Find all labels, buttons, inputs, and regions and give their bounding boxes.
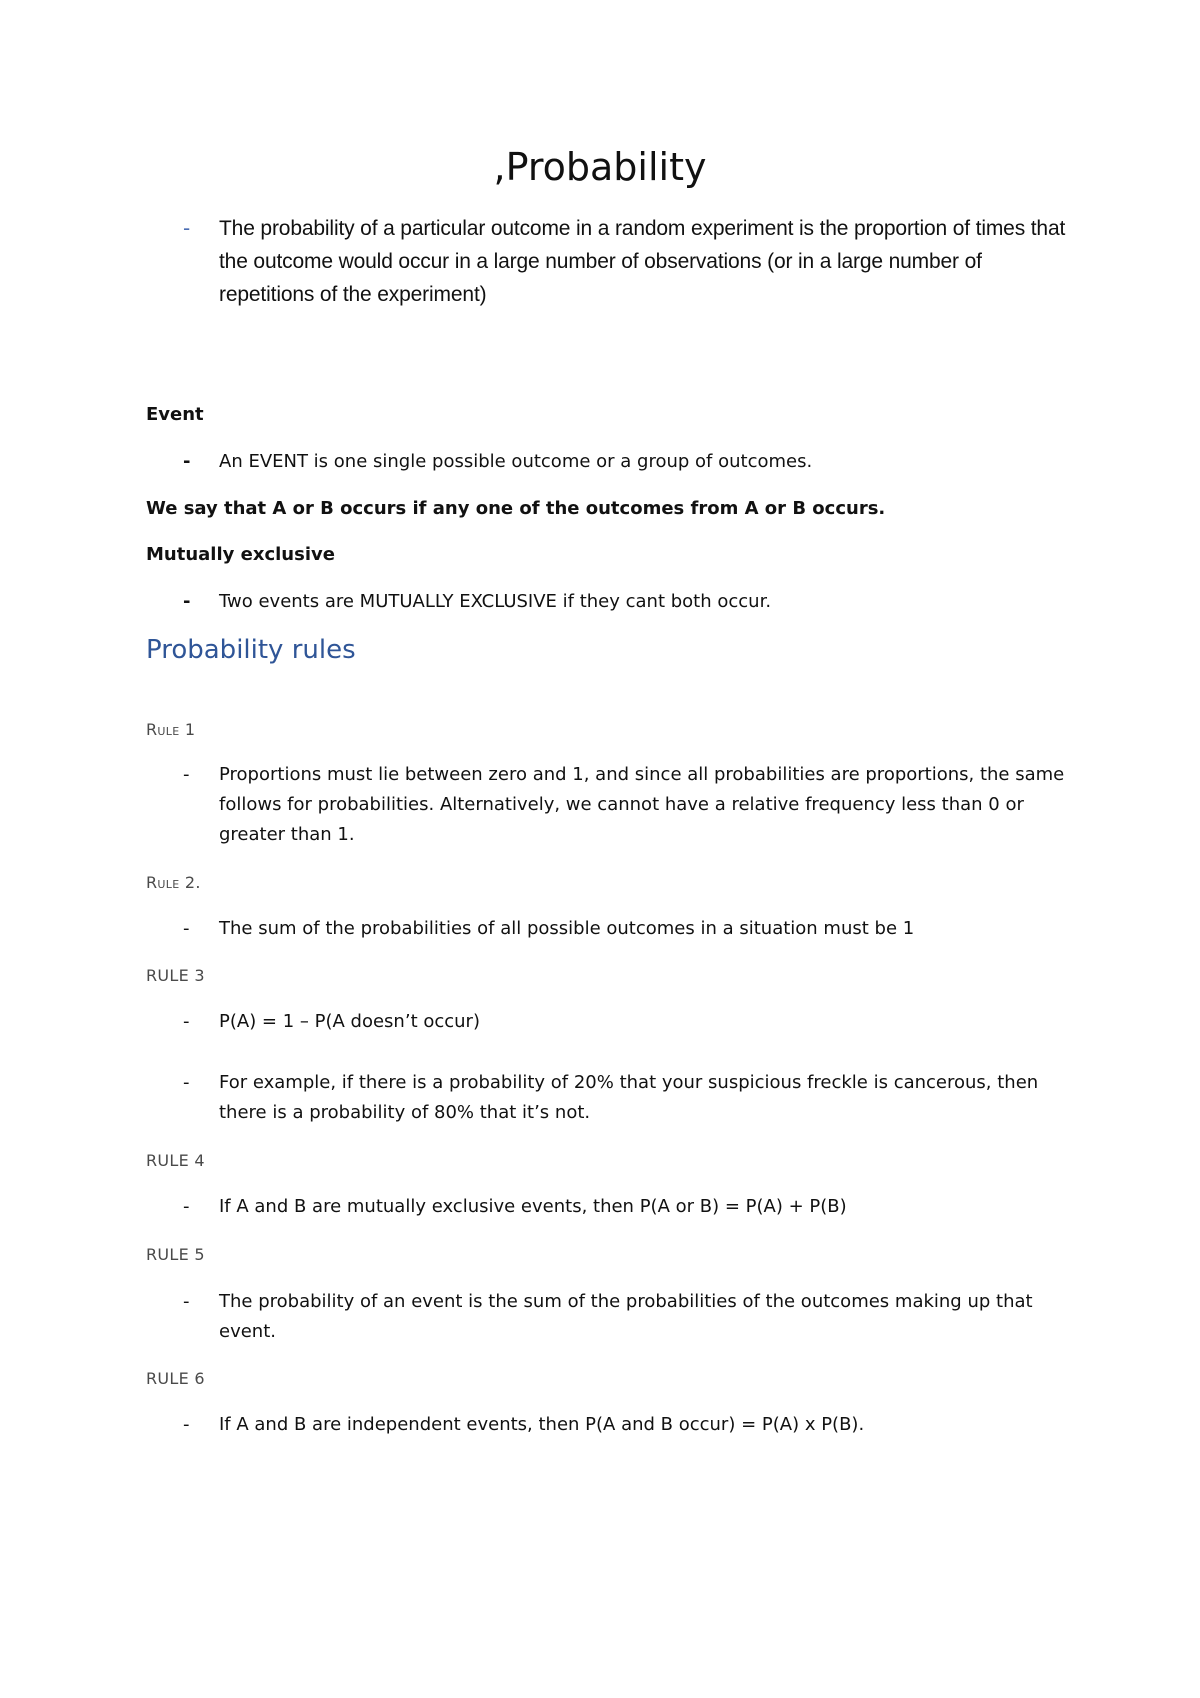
bullet-marker: - (183, 591, 191, 612)
rule-3-item-1 (146, 1007, 1066, 1037)
event-text: An EVENT is one single possible outcome or a group of outcomes. (219, 451, 813, 472)
page-title: ,Probability (493, 145, 707, 189)
rule-2-item (146, 914, 1066, 944)
rule-5-text: The probability of an event is the sum of the probabilities of the outcomes making up that event. (219, 1291, 1033, 1342)
rule-3-text-2: For example, if there is a probability of 20% that your suspicious freckle is cancerous, then there is a probability of 80% that it’s not. (219, 1072, 1039, 1123)
rule-4-text: If A and B are mutually exclusive events, then P(A or B) = P(A) + P(B) (219, 1196, 847, 1217)
bullet-marker: - (183, 216, 191, 240)
bullet-marker: - (183, 1291, 190, 1312)
rule-1-label: Rule 1 (146, 720, 196, 739)
rule-2-label: Rule 2. (146, 873, 201, 892)
rule-3-item-2 (146, 1068, 1066, 1128)
bullet-marker: - (183, 1196, 190, 1217)
rule-1-text: Proportions must lie between zero and 1, and since all probabilities are proportions, the same follows for probabilities. Alternatively, we cannot have a relative frequency less than 0 or greater than 1. (219, 764, 1065, 845)
intro-text: The probability of a particular outcome in a random experiment is the proportion of times that the outcome would occur in a large number of observations (or in a large number of repetitions of the experiment) (219, 217, 1066, 306)
mutually-exclusive-heading: Mutually exclusive (146, 544, 335, 565)
bullet-marker: - (183, 451, 191, 472)
rule-2-text: The sum of the probabilities of all possible outcomes in a situation must be 1 (219, 918, 915, 939)
or-statement: We say that A or B occurs if any one of the outcomes from A or B occurs. (146, 498, 886, 519)
rule-3-text-1: P(A) = 1 – P(A doesn’t occur) (219, 1011, 480, 1032)
event-heading: Event (146, 404, 204, 425)
mutually-exclusive-bullet (146, 587, 1066, 617)
rule-5-label: RULE 5 (146, 1245, 205, 1264)
bullet-marker: - (183, 1011, 190, 1032)
bullet-marker: - (183, 1414, 190, 1435)
bullet-marker: - (183, 764, 190, 785)
bullet-marker: - (183, 918, 190, 939)
bullet-marker: - (183, 1072, 190, 1093)
rule-4-label: RULE 4 (146, 1151, 205, 1170)
rule-5-item (146, 1287, 1066, 1347)
intro-bullet (146, 212, 1066, 312)
rule-3-label: RULE 3 (146, 966, 205, 985)
mutually-exclusive-text: Two events are MUTUALLY EXCLUSIVE if they cant both occur. (219, 591, 772, 612)
rule-4-item (146, 1192, 1066, 1222)
rule-6-label: RULE 6 (146, 1369, 205, 1388)
rule-6-item (146, 1410, 1066, 1440)
probability-rules-heading: Probability rules (146, 635, 356, 665)
rule-1-item (146, 760, 1066, 850)
rule-6-text: If A and B are independent events, then P(A and B occur) = P(A) x P(B). (219, 1414, 865, 1435)
event-bullet (146, 447, 1066, 477)
